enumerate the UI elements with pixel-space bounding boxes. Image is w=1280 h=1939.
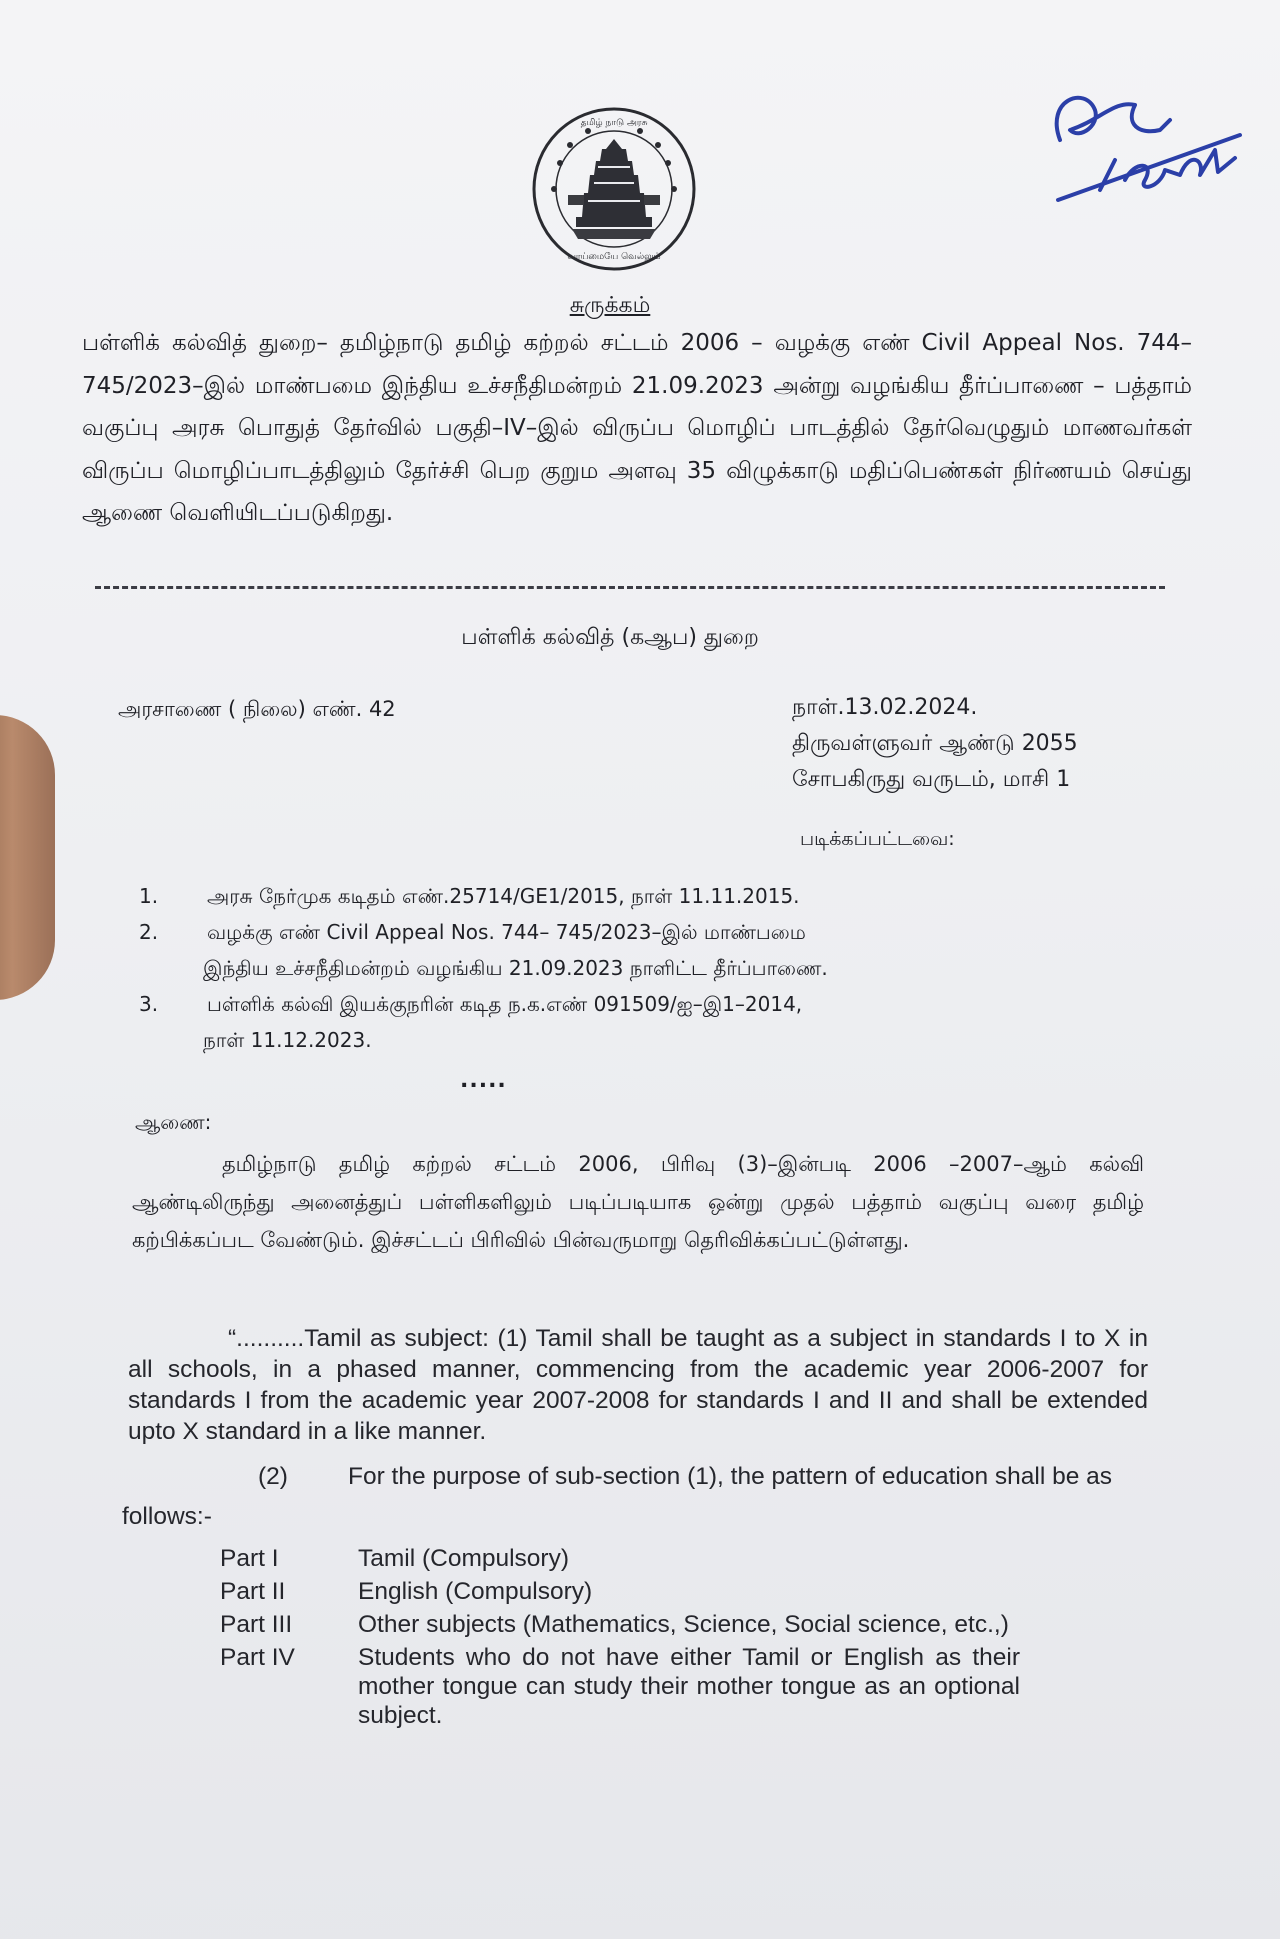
- part-text: Tamil (Compulsory): [358, 1545, 570, 1572]
- reference-item: [135, 914, 1075, 950]
- subsection-text: For the purpose of sub-section (1), the pattern of education shall be as follows:-: [122, 1463, 1113, 1530]
- reference-number: 2.: [139, 920, 159, 944]
- summary-text: பள்ளிக் கல்வித் துறை– தமிழ்நாடு தமிழ் கற்றல் சட்டம் 2006 – வழக்கு எண் Civil Appeal Nos. 744–745/2023–இல் மாண்பமை இந்திய உச்சநீதிமன்றம் 21.09.2023 அன்று வழங்கிய தீர்ப்பாணை – பத்தாம் வகுப்பு அரசு பொதுத் தேர்வில் பகுதி–IV–இல் விருப்ப மொழிப் பாடத்தில் தேர்வெழுதும் மாணவர்கள் விருப்ப மொழிப்பாடத்திலும் தேர்ச்சி பெற குறும அளவு 35 விழுக்காடு மதிப்பெண்கள் நிர்ணயம் செய்து ஆணை வெளியிடப்படுகிறது.: [82, 330, 1192, 526]
- reference-item: [135, 986, 1075, 1022]
- part-label: Part I: [220, 1545, 279, 1572]
- part-label: Part II: [220, 1578, 286, 1605]
- part-text: Other subjects (Mathematics, Science, Social science, etc.,): [358, 1611, 1009, 1638]
- subsection-number: (2): [258, 1463, 288, 1490]
- part-item: [220, 1544, 1020, 1573]
- part-item: [220, 1577, 1020, 1606]
- section-separator: .....: [460, 1068, 507, 1093]
- summary-title: சுருக்கம்: [569, 293, 651, 318]
- svg-text:தமிழ் நாடு அரசு: தமிழ் நாடு அரசு: [580, 118, 648, 128]
- reference-text-continued: இந்திய உச்சநீதிமன்றம் வழங்கிய 21.09.2023 நாளிட்ட தீர்ப்பாணை.: [203, 956, 828, 980]
- handwritten-signature-icon: [1040, 80, 1260, 220]
- department-title: பள்ளிக் கல்வித் (கஆப) துறை: [461, 625, 759, 650]
- reference-text: அரசு நேர்முக கடிதம் எண்.25714/GE1/2015, நாள் 11.11.2015.: [207, 884, 800, 908]
- part-item: [220, 1643, 1020, 1730]
- reference-item: [135, 878, 1075, 914]
- parts-list: [220, 1544, 1020, 1734]
- part-label: Part IV: [220, 1644, 295, 1671]
- go-number: அரசாணை ( நிலை) எண். 42: [118, 697, 396, 721]
- read-label: படிக்கப்பட்டவை:: [800, 828, 955, 850]
- reference-number: 1.: [139, 884, 159, 908]
- date-line: சோபகிருது வருடம், மாசி 1: [792, 767, 1071, 792]
- svg-text:வாய்மையே வெல்லும்: வாய்மையே வெல்லும்: [567, 252, 661, 262]
- part-item: [220, 1610, 1020, 1639]
- tamil-nadu-emblem-icon: [530, 105, 698, 273]
- references-list: [135, 878, 1075, 1058]
- date-line: திருவள்ளுவர் ஆண்டு 2055: [792, 731, 1078, 756]
- order-label: ஆணை:: [135, 1110, 212, 1134]
- part-text: Students who do not have either Tamil or English as their mother tongue can study their mother tongue as an optional subject.: [358, 1644, 1020, 1729]
- part-text: English (Compulsory): [358, 1578, 593, 1605]
- subsection-2: [122, 1457, 1152, 1537]
- part-label: Part III: [220, 1611, 293, 1638]
- reference-number: 3.: [139, 992, 159, 1016]
- reference-text: வழக்கு எண் Civil Appeal Nos. 744– 745/2023–இல் மாண்பமை: [207, 920, 806, 944]
- quoted-act-text: “..........Tamil as subject: (1) Tamil shall be taught as a subject in standards I to X in all schools, in a phased manner, commencing from the academic year 2006-2007 for standards I from the academic year 2007-2008 for standards I and II and shall be extended upto X standard in a like manner.: [128, 1325, 1148, 1445]
- dashed-divider: [95, 586, 1165, 589]
- order-paragraph: தமிழ்நாடு தமிழ் கற்றல் சட்டம் 2006, பிரிவு (3)–இன்படி 2006 –2007–ஆம் கல்வி ஆண்டிலிருந்து அனைத்துப் பள்ளிகளிலும் படிப்படியாக ஒன்று முதல் பத்தாம் வகுப்பு வரை தமிழ் கற்பிக்கப்பட வேண்டும். இச்சட்டப் பிரிவில் பின்வருமாறு தெரிவிக்கப்பட்டுள்ளது.: [132, 1152, 1144, 1252]
- date-line: நாள்.13.02.2024.: [792, 695, 978, 720]
- reference-text: பள்ளிக் கல்வி இயக்குநரின் கடித ந.க.எண் 091509/ஐ–இ1–2014,: [207, 992, 803, 1016]
- holding-finger: [0, 715, 55, 1000]
- date-block: [792, 690, 1078, 798]
- reference-text-continued: நாள் 11.12.2023.: [203, 1028, 372, 1052]
